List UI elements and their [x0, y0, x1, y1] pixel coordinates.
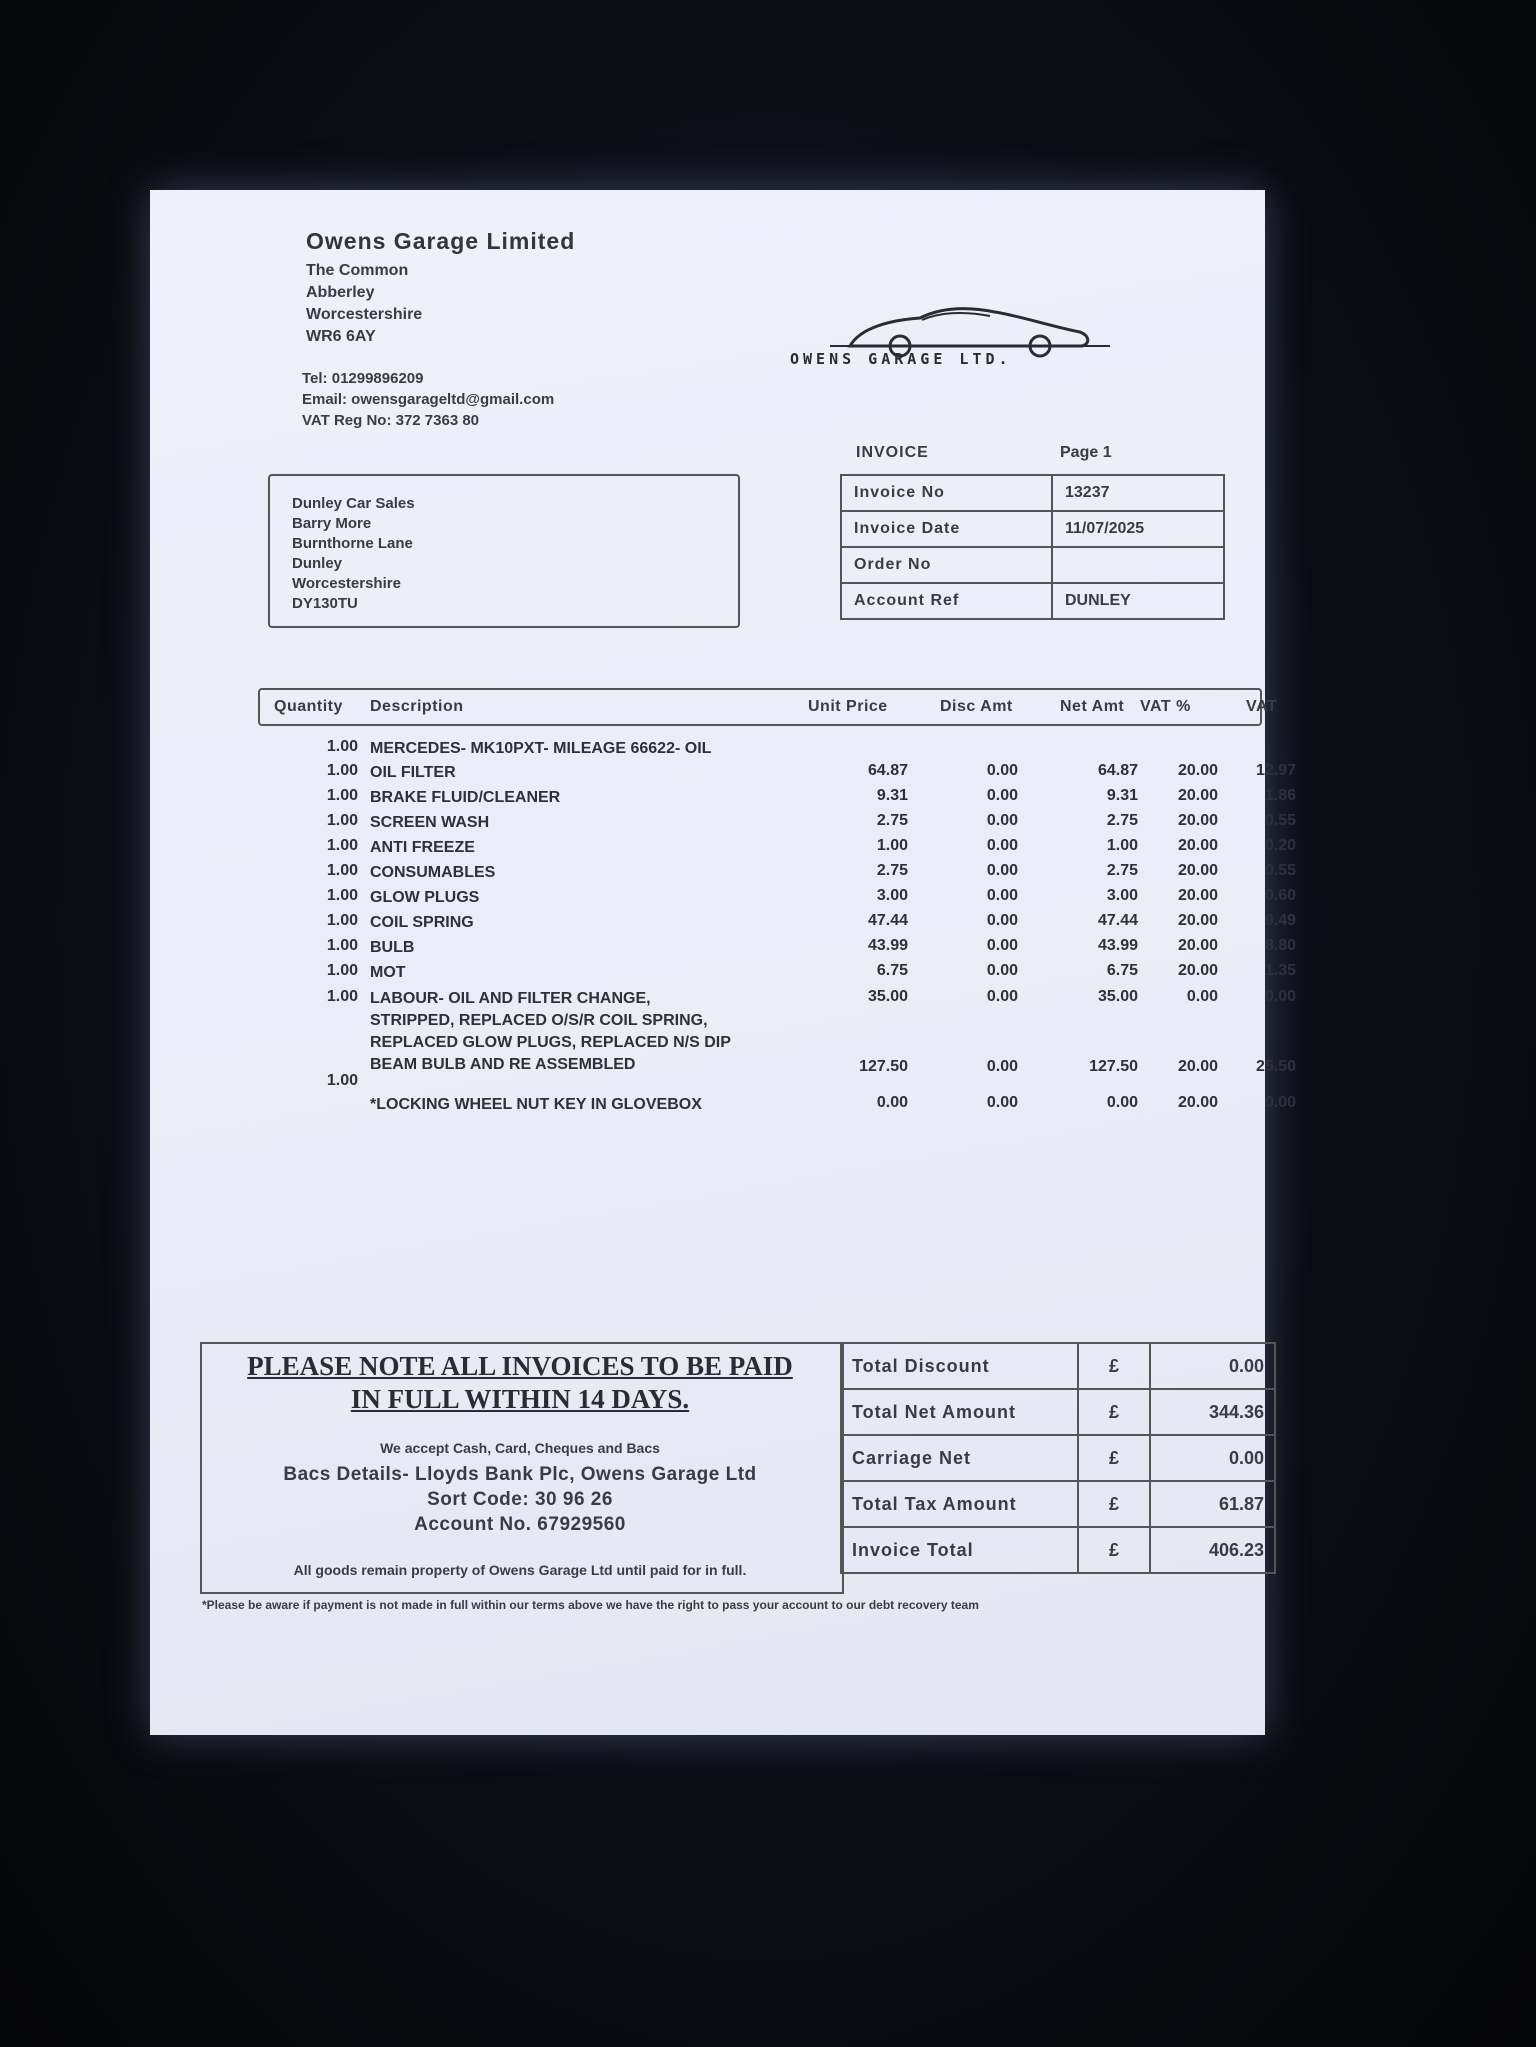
line-vat: 25.50 [1255, 1058, 1296, 1075]
line-description: CONSUMABLES [370, 864, 496, 881]
line-vat-pct: 0.00 [1186, 988, 1218, 1005]
line-vat: 9.49 [1264, 912, 1296, 929]
sort-code: Sort Code: 30 96 26 [427, 1489, 613, 1510]
line-unit-price: 43.99 [867, 937, 908, 954]
total-row [841, 1481, 1275, 1527]
line-qty: 1.00 [326, 862, 358, 879]
address-line: WR6 6AY [306, 328, 376, 345]
line-qty: 1.00 [326, 937, 358, 954]
meta-label: Order No [841, 547, 1052, 583]
line-unit-price: 47.44 [867, 912, 908, 929]
line-unit-price: 9.31 [876, 787, 908, 804]
line-disc-amt: 0.00 [986, 812, 1018, 829]
meta-value: 11/07/2025 [1052, 511, 1224, 547]
line-net-amt: 2.75 [1106, 812, 1138, 829]
line-description: ANTI FREEZE [370, 839, 475, 856]
invoice-meta-table [840, 474, 1225, 620]
line-vat: 12.97 [1255, 762, 1296, 779]
address-line: The Common [306, 262, 409, 279]
company-address [306, 260, 422, 348]
line-vat: 1.86 [1264, 787, 1296, 804]
line-net-amt: 127.50 [1089, 1058, 1138, 1075]
line-disc-amt: 0.00 [986, 837, 1018, 854]
line-net-amt: 6.75 [1106, 962, 1138, 979]
line-unit-price: 2.75 [876, 812, 908, 829]
currency: £ [1078, 1527, 1150, 1573]
customer-line: Dunley Car Sales [292, 495, 415, 512]
line-qty: 1.00 [326, 912, 358, 929]
line-vat-pct: 20.00 [1177, 862, 1218, 879]
line-unit-price: 3.00 [876, 887, 908, 904]
line-disc-amt: 0.00 [986, 887, 1018, 904]
line-unit-price: 6.75 [876, 962, 908, 979]
meta-label: Account Ref [841, 583, 1052, 619]
line-description: MOT [370, 964, 406, 981]
line-qty: 1.00 [326, 812, 358, 829]
line-disc-amt: 0.00 [986, 862, 1018, 879]
meta-row [841, 475, 1224, 511]
company-contact [302, 368, 554, 431]
currency: £ [1078, 1389, 1150, 1435]
meta-row [841, 511, 1224, 547]
invoice-heading: INVOICE [856, 444, 929, 461]
line-disc-amt: 0.00 [986, 1094, 1018, 1111]
account-number: Account No. 67929560 [414, 1514, 626, 1535]
line-net-amt: 64.87 [1097, 762, 1138, 779]
total-label: Total Net Amount [841, 1389, 1078, 1435]
line-qty: 1.00 [326, 887, 358, 904]
line-disc-amt: 0.00 [986, 962, 1018, 979]
line-unit-price: 127.50 [859, 1058, 908, 1075]
meta-row [841, 547, 1224, 583]
line-disc-amt: 0.00 [986, 988, 1018, 1005]
line-disc-amt: 0.00 [986, 937, 1018, 954]
line-vat: 0.55 [1264, 862, 1296, 879]
total-value: 406.23 [1150, 1527, 1275, 1573]
line-unit-price: 35.00 [867, 988, 908, 1005]
line-description: GLOW PLUGS [370, 889, 480, 906]
address-line: Abberley [306, 284, 375, 301]
col-vat-pct: VAT % [1140, 698, 1191, 715]
line-unit-price: 2.75 [876, 862, 908, 879]
line-qty: 1.00 [326, 962, 358, 979]
address-line: Worcestershire [306, 306, 423, 323]
customer-address [292, 494, 415, 614]
page-number: Page 1 [1060, 444, 1112, 461]
total-row [841, 1389, 1275, 1435]
line-vat: 0.00 [1264, 1094, 1296, 1111]
currency: £ [1078, 1435, 1150, 1481]
bacs-line: Bacs Details- Lloyds Bank Plc, Owens Garage Ltd [283, 1464, 757, 1485]
goods-notice: All goods remain property of Owens Garage Ltd until paid for in full. [293, 1562, 747, 1578]
line-description: MERCEDES- MK10PXT- MILEAGE 66622- OIL [370, 740, 712, 757]
line-description: STRIPPED, REPLACED O/S/R COIL SPRING, REPLACED GLOW PLUGS, REPLACED N/S DIP BEAM BULB AND RE ASSEMBLED [370, 1012, 731, 1073]
col-disc-amt: Disc Amt [940, 698, 1013, 715]
meta-label: Invoice Date [841, 511, 1052, 547]
totals-table [840, 1342, 1276, 1574]
col-quantity: Quantity [274, 698, 343, 715]
col-net-amt: Net Amt [1060, 698, 1125, 715]
line-vat-pct: 20.00 [1177, 762, 1218, 779]
customer-line: Barry More [292, 515, 372, 532]
line-net-amt: 1.00 [1106, 837, 1138, 854]
invoice-paper [150, 190, 1296, 1735]
line-vat: 8.80 [1264, 937, 1296, 954]
col-vat: VAT [1246, 698, 1278, 715]
line-disc-amt: 0.00 [986, 762, 1018, 779]
line-description: BULB [370, 939, 415, 956]
tel: Tel: 01299896209 [302, 370, 424, 387]
total-label: Total Tax Amount [841, 1481, 1078, 1527]
col-unit-price: Unit Price [808, 698, 888, 715]
line-vat: 0.60 [1264, 887, 1296, 904]
meta-value [1052, 547, 1224, 583]
customer-line: Dunley [292, 555, 343, 572]
total-value: 344.36 [1150, 1389, 1275, 1435]
line-disc-amt: 0.00 [986, 787, 1018, 804]
total-row [841, 1435, 1275, 1481]
bank-details [220, 1462, 820, 1537]
line-net-amt: 35.00 [1097, 988, 1138, 1005]
meta-value: DUNLEY [1052, 583, 1224, 619]
line-vat: 0.00 [1264, 988, 1296, 1005]
line-net-amt: 0.00 [1106, 1094, 1138, 1111]
total-value: 0.00 [1150, 1343, 1275, 1389]
vat-reg: VAT Reg No: 372 7363 80 [302, 412, 480, 429]
total-label: Total Discount [841, 1343, 1078, 1389]
line-qty: 1.00 [326, 837, 358, 854]
payment-notice-title [220, 1350, 820, 1416]
line-vat: 0.55 [1264, 812, 1296, 829]
line-qty: 1.00 [326, 988, 358, 1005]
total-row [841, 1343, 1275, 1389]
line-description: LABOUR- OIL AND FILTER CHANGE, [370, 990, 651, 1007]
line-net-amt: 3.00 [1106, 887, 1138, 904]
line-unit-price: 64.87 [867, 762, 908, 779]
line-vat-pct: 20.00 [1177, 837, 1218, 854]
total-label: Carriage Net [841, 1435, 1078, 1481]
currency: £ [1078, 1343, 1150, 1389]
customer-line: Worcestershire [292, 575, 401, 592]
company-name: Owens Garage Limited [306, 228, 576, 254]
line-net-amt: 47.44 [1097, 912, 1138, 929]
line-description: BRAKE FLUID/CLEANER [370, 789, 561, 806]
line-vat-pct: 20.00 [1177, 787, 1218, 804]
line-qty: 1.00 [326, 1072, 358, 1089]
line-qty: 1.00 [326, 762, 358, 779]
line-unit-price: 1.00 [876, 837, 908, 854]
line-items-header [258, 688, 1278, 726]
line-vat-pct: 20.00 [1177, 937, 1218, 954]
line-vat-pct: 20.00 [1177, 887, 1218, 904]
debt-disclaimer: *Please be aware if payment is not made in full within our terms above we have the right to pass your account to our debt recovery team [202, 1598, 979, 1612]
meta-row [841, 583, 1224, 619]
line-qty: 1.00 [326, 787, 358, 804]
line-vat-pct: 20.00 [1177, 812, 1218, 829]
total-value: 0.00 [1150, 1435, 1275, 1481]
line-description: SCREEN WASH [370, 814, 490, 831]
customer-line: DY130TU [292, 595, 358, 612]
total-row [841, 1527, 1275, 1573]
notice-line: PLEASE NOTE ALL INVOICES TO BE PAID [247, 1351, 793, 1381]
meta-value: 13237 [1052, 475, 1224, 511]
line-description: *LOCKING WHEEL NUT KEY IN GLOVEBOX [370, 1096, 702, 1113]
line-unit-price: 0.00 [876, 1094, 908, 1111]
line-vat-pct: 20.00 [1177, 962, 1218, 979]
line-vat-pct: 20.00 [1177, 1094, 1218, 1111]
customer-line: Burnthorne Lane [292, 535, 413, 552]
total-value: 61.87 [1150, 1481, 1275, 1527]
line-vat-pct: 20.00 [1177, 1058, 1218, 1075]
notice-line: IN FULL WITHIN 14 DAYS. [350, 1384, 690, 1414]
col-description: Description [370, 698, 464, 715]
line-qty: 1.00 [326, 738, 358, 755]
line-vat: 0.20 [1264, 837, 1296, 854]
meta-label: Invoice No [841, 475, 1052, 511]
currency: £ [1078, 1481, 1150, 1527]
total-label: Invoice Total [841, 1527, 1078, 1573]
payment-methods: We accept Cash, Card, Cheques and Bacs [380, 1440, 660, 1456]
line-description: COIL SPRING [370, 914, 474, 931]
email: Email: owensgarageltd@gmail.com [302, 391, 555, 408]
line-disc-amt: 0.00 [986, 912, 1018, 929]
line-disc-amt: 0.00 [986, 1058, 1018, 1075]
line-net-amt: 2.75 [1106, 862, 1138, 879]
line-net-amt: 9.31 [1106, 787, 1138, 804]
line-vat-pct: 20.00 [1177, 912, 1218, 929]
line-vat: 1.35 [1264, 962, 1296, 979]
line-description: OIL FILTER [370, 764, 456, 781]
logo-text: OWENS GARAGE LTD. [790, 350, 1012, 368]
line-net-amt: 43.99 [1097, 937, 1138, 954]
